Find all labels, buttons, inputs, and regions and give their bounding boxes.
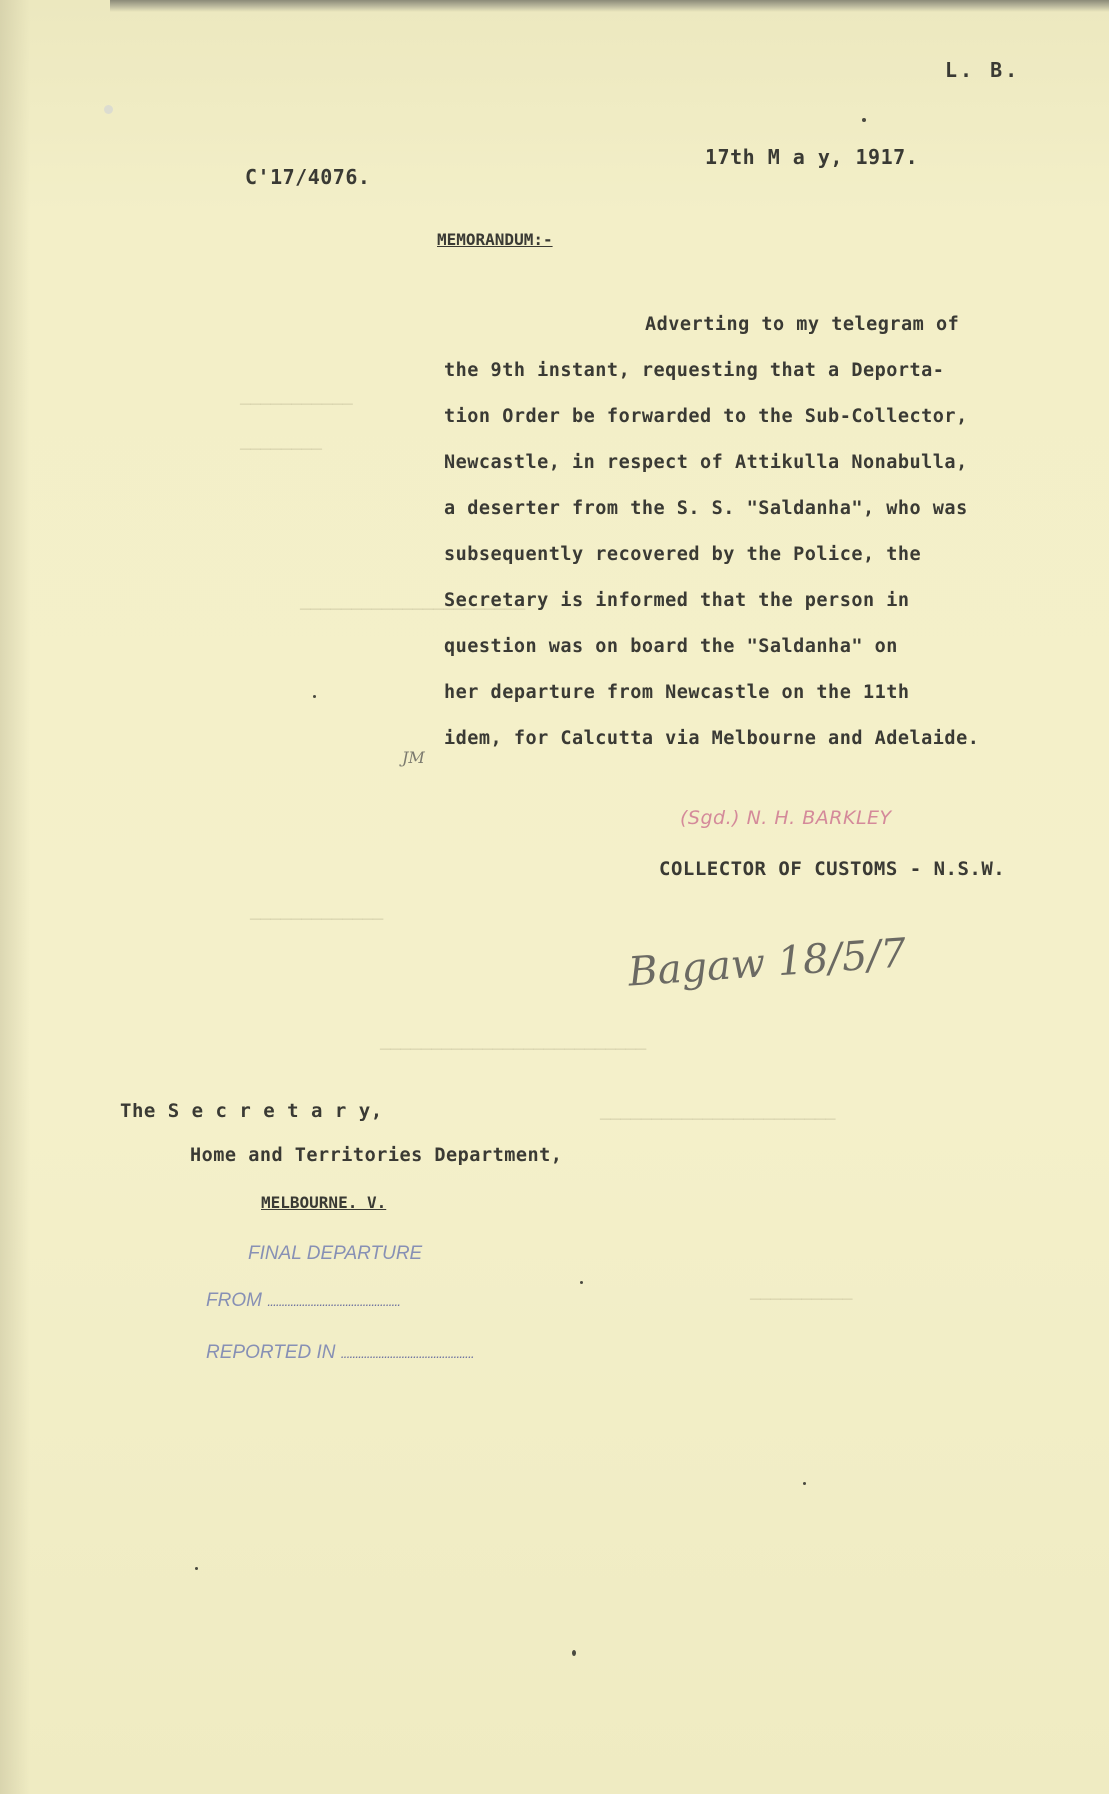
memo-body-line: question was on board the "Saldanha" on	[444, 636, 898, 657]
addressee-department: Home and Territories Department,	[190, 1145, 563, 1166]
memo-body-line: tion Order be forwarded to the Sub-Collector,	[444, 406, 968, 427]
stamp-from-label: FROM	[206, 1290, 262, 1311]
memo-title: MEMORANDUM:-	[437, 230, 553, 249]
stamp-reported-blank: ..............................................	[340, 1345, 474, 1361]
handwritten-initials: JM	[402, 748, 425, 767]
bleed-through-text: ───────────	[240, 395, 353, 415]
stamp-heading: FINAL DEPARTURE	[248, 1243, 423, 1264]
bleed-through-text: ──────────────────────	[300, 600, 526, 620]
memo-body-line: a deserter from the S. S. "Saldanha", who was	[444, 498, 968, 519]
bleed-through-text: ──────────────────────────	[380, 1040, 647, 1060]
stamp-reported-label: REPORTED IN	[206, 1342, 336, 1363]
ink-speck	[195, 1567, 198, 1570]
memo-body-line: Adverting to my telegram of	[645, 314, 960, 335]
series-mark: L. B.	[945, 58, 1021, 82]
memo-body-line: Secretary is informed that the person in	[444, 590, 910, 611]
memo-body-line: idem, for Calcutta via Melbourne and Adelaide.	[444, 728, 980, 749]
handwritten-note: Bagaw 18/5/7	[626, 930, 908, 996]
bleed-through-text: ───────────────────────	[600, 1110, 836, 1130]
memo-body-line: subsequently recovered by the Police, the	[444, 544, 922, 565]
addressee-city: MELBOURNE. V.	[261, 1193, 387, 1212]
bleed-through-text: ──────────	[750, 1290, 853, 1310]
stamp-reported-row	[206, 1342, 474, 1364]
paper-top-edge	[110, 0, 1109, 12]
memo-body-line: Newcastle, in respect of Attikulla Nonabulla,	[444, 452, 968, 473]
addressee: The S e c r e t a r y,	[120, 1100, 383, 1122]
bleed-through-text: ─────────────	[250, 910, 384, 930]
ink-speck	[104, 105, 113, 114]
signatory-title: COLLECTOR OF CUSTOMS - N.S.W.	[659, 858, 1006, 880]
file-reference: C'17/4076.	[245, 165, 371, 189]
stamp-from-blank: ..............................................	[267, 1293, 401, 1309]
signed-name-stamp: (Sgd.) N. H. BARKLEY	[680, 807, 892, 829]
bleed-through-text: ────────	[240, 440, 322, 460]
ink-speck	[862, 118, 866, 122]
document-date: 17th M a y, 1917.	[705, 145, 919, 169]
memo-body-line: her departure from Newcastle on the 11th	[444, 682, 910, 703]
ink-speck	[580, 1281, 583, 1284]
memo-body-line: the 9th instant, requesting that a Deporta-	[444, 360, 945, 381]
stamp-from-row	[206, 1290, 400, 1312]
ink-speck	[313, 695, 316, 698]
paper-left-shadow	[0, 0, 30, 1794]
ink-speck	[803, 1482, 806, 1485]
ink-speck	[572, 1650, 576, 1656]
